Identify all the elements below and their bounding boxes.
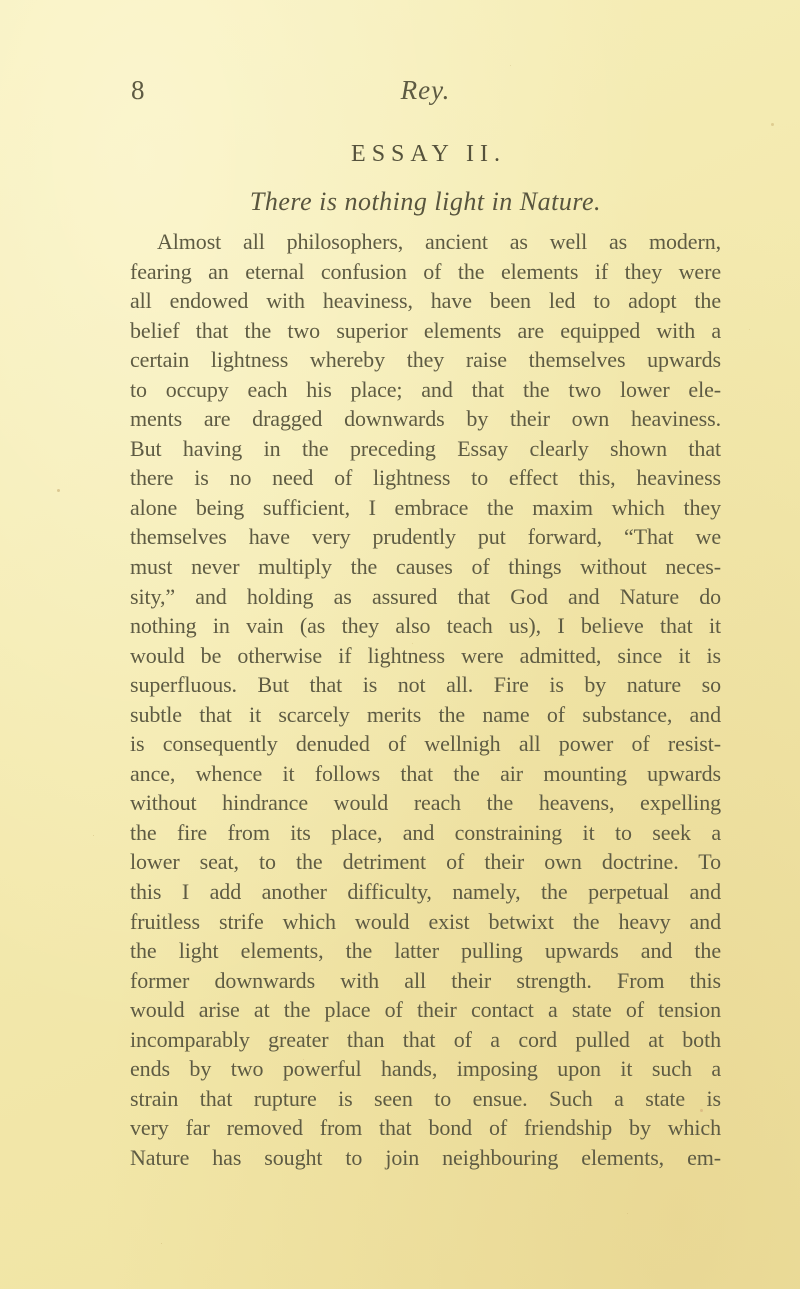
body-line: this I add another difficulty, namely, the perpetual and	[130, 879, 721, 905]
body-line: without hindrance would reach the heavens, expelling	[130, 790, 721, 816]
running-title: Rey.	[400, 75, 451, 105]
body-line: belief that the two superior elements are equipped with a	[130, 317, 721, 343]
essay-heading: ESSAY II.	[351, 141, 506, 167]
body-line: must never multiply the causes of things without neces-	[130, 554, 721, 580]
body-line: all endowed with heaviness, have been led to adopt the	[130, 288, 721, 314]
body-line: Almost all philosophers, ancient as well as modern,	[157, 229, 721, 254]
body-line: themselves have very prudently put forward, “That we	[130, 524, 721, 550]
running-head	[130, 76, 721, 108]
body-line: incomparably greater than that of a cord pulled at both	[130, 1026, 721, 1052]
body-line: Nature has sought to join neighbouring elements, em-	[130, 1144, 721, 1170]
body-line: there is no need of lightness to effect this, heaviness	[130, 465, 721, 491]
body-line: certain lightness whereby they raise themselves upwards	[130, 347, 721, 373]
body-line: alone being sufficient, I embrace the maxim which they	[130, 494, 721, 520]
body-paragraph	[130, 227, 721, 1173]
body-line: to occupy each his place; and that the two lower ele-	[130, 376, 721, 402]
body-line: nothing in vain (as they also teach us), I believe that it	[130, 613, 721, 639]
essay-subtitle: There is nothing light in Nature.	[249, 187, 602, 216]
body-line: sity,” and holding as assured that God and Nature do	[130, 583, 721, 609]
page-number: 8	[131, 75, 145, 105]
body-line: superfluous. But that is not all. Fire is by nature so	[130, 672, 721, 698]
body-line: lower seat, to the detriment of their own doctrine. To	[130, 849, 721, 875]
body-line: ance, whence it follows that the air mounting upwards	[130, 760, 721, 786]
body-line: subtle that it scarcely merits the name of substance, and	[130, 701, 721, 727]
body-line: former downwards with all their strength. From this	[130, 967, 721, 993]
body-line: would be otherwise if lightness were admitted, since it is	[130, 642, 721, 668]
body-line: strain that rupture is seen to ensue. Such a state is	[130, 1085, 721, 1111]
body-line: fruitless strife which would exist betwixt the heavy and	[130, 908, 721, 934]
body-line: fearing an eternal confusion of the elements if they were	[130, 258, 721, 284]
body-line: would arise at the place of their contact a state of tension	[130, 997, 721, 1023]
body-line: ends by two powerful hands, imposing upon it such a	[130, 1056, 721, 1082]
body-line: But having in the preceding Essay clearly shown that	[130, 435, 721, 461]
body-line: the fire from its place, and constraining it to seek a	[130, 819, 721, 845]
body-line: ments are dragged downwards by their own heaviness.	[130, 406, 721, 432]
body-line: the light elements, the latter pulling upwards and the	[130, 938, 721, 964]
body-line: very far removed from that bond of friendship by which	[130, 1115, 721, 1141]
body-line: is consequently denuded of wellnigh all power of resist-	[130, 731, 721, 757]
paper-texture	[0, 0, 3, 3]
